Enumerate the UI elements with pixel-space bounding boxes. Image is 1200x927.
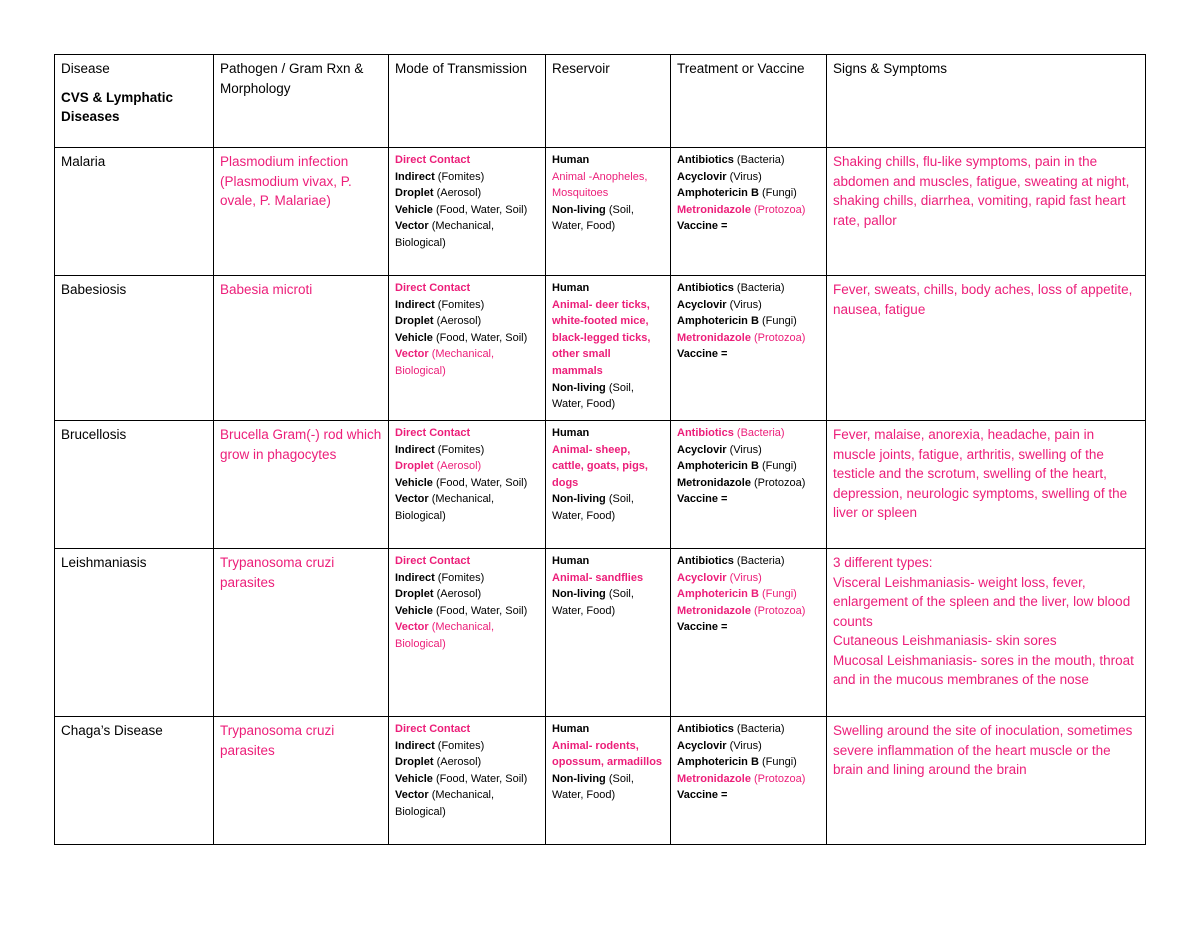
disease-cell: Babesiosis [55,276,214,421]
acyclovir: Acyclovir [677,298,727,311]
virus: (Virus) [729,571,762,584]
vehicle-detail: (Food, Water, Soil) [435,772,528,785]
amphotericin: Amphotericin B [677,588,759,601]
pathogen-cell: Trypanosoma cruzi parasites [214,717,389,845]
metronidazole: Metronidazole [677,203,751,216]
vaccine: Vaccine = [677,621,728,634]
header-disease-group: CVS & Lymphatic Diseases [61,89,174,124]
vaccine: Vaccine = [677,348,728,361]
indirect: Indirect [395,170,435,183]
reservoir-cell [546,148,671,276]
droplet: Droplet [395,187,434,200]
vector-detail: (Mechanical, Biological) [395,493,495,522]
droplet: Droplet [395,315,434,328]
animal: Animal [552,170,586,183]
fungi: (Fungi) [761,187,797,200]
mode-cell [389,549,546,717]
signs-cell: Shaking chills, flu-like symptoms, pain in the abdomen and muscles, fatigue, sweating at night, shaking chills, diarrhea, vomiting, rapid fast heart rate, pallor [827,148,1146,276]
direct-contact: Direct Contact [395,154,471,166]
amphotericin: Amphotericin B [677,187,759,200]
animal-detail: - sandflies [588,571,644,584]
human: Human [552,427,590,439]
header-disease [55,55,214,148]
metronidazole: Metronidazole [677,331,751,344]
non-living: Non-living [552,493,606,506]
treatment-cell [671,148,827,276]
aerosol: (Aerosol) [436,315,482,328]
metronidazole: Metronidazole [677,476,751,489]
vaccine: Vaccine = [677,220,728,233]
aerosol: (Aerosol) [436,588,482,601]
animal: Animal [552,571,589,584]
virus: (Virus) [729,170,762,183]
reservoir-cell [546,276,671,421]
antibiotics: Antibiotics [677,154,734,166]
vehicle-detail: (Food, Water, Soil) [435,476,528,489]
non-living: Non-living [552,772,606,785]
direct-contact: Direct Contact [395,282,471,294]
vector-detail: (Mechanical, Biological) [395,621,495,650]
direct-contact: Direct Contact [395,555,471,567]
animal: Animal [552,739,589,752]
bacteria: (Bacteria) [736,723,785,735]
pathogen-cell: Brucella Gram(-) rod which grow in phagocytes [214,421,389,549]
droplet: Droplet [395,460,434,473]
table-row [55,421,1146,549]
indirect: Indirect [395,571,435,584]
vehicle: Vehicle [395,476,433,489]
mode-cell [389,148,546,276]
metronidazole: Metronidazole [677,604,751,617]
animal: Animal [552,298,589,311]
header-row [55,55,1146,148]
vector-detail: (Mechanical, Biological) [395,220,495,249]
header-reservoir: Reservoir [546,55,671,148]
non-living: Non-living [552,203,606,216]
reservoir-cell [546,549,671,717]
mode-cell [389,717,546,845]
protozoa: (Protozoa) [754,331,806,344]
fungi: (Fungi) [761,588,797,601]
vector: Vector [395,493,429,506]
human: Human [552,154,590,166]
fungi: (Fungi) [761,460,797,473]
direct-contact: Direct Contact [395,723,471,735]
vector: Vector [395,621,429,634]
signs-cell: Fever, sweats, chills, body aches, loss of appetite, nausea, fatigue [827,276,1146,421]
header-signs: Signs & Symptoms [827,55,1146,148]
non-living-detail: (Soil, Water, Food) [552,493,634,522]
non-living-detail: (Soil, Water, Food) [552,203,634,233]
non-living-detail: (Soil, Water, Food) [552,772,634,802]
indirect: Indirect [395,443,435,456]
fomites: (Fomites) [437,571,485,584]
signs-cell [827,549,1146,717]
antibiotics: Antibiotics [677,555,734,567]
droplet: Droplet [395,756,434,769]
treatment-cell [671,549,827,717]
human: Human [552,555,590,567]
animal-detail: -Anopheles, Mosquitoes [552,170,648,200]
mode-cell [389,421,546,549]
treatment-cell [671,421,827,549]
acyclovir: Acyclovir [677,571,727,584]
vaccine: Vaccine = [677,789,728,802]
disease-table [54,54,1146,845]
signs-line: Visceral Leishmaniasis- weight loss, fever, enlargement of the spleen and the liver, low blood counts [833,574,1131,629]
virus: (Virus) [729,298,762,311]
table-row [55,717,1146,845]
non-living-detail: (Soil, Water, Food) [552,381,634,411]
antibiotics: Antibiotics [677,723,734,735]
signs-line: Cutaneous Leishmaniasis- skin sores [833,633,1057,648]
non-living: Non-living [552,381,606,394]
antibiotics: Antibiotics [677,427,734,439]
treatment-cell [671,276,827,421]
reservoir-cell [546,717,671,845]
vehicle-detail: (Food, Water, Soil) [435,203,528,216]
mode-cell [389,276,546,421]
disease-cell: Malaria [55,148,214,276]
non-living-detail: (Soil, Water, Food) [552,588,634,617]
protozoa: (Protozoa) [754,476,806,489]
vector-detail: (Mechanical, Biological) [395,348,495,377]
indirect: Indirect [395,739,435,752]
aerosol: (Aerosol) [436,756,482,769]
pathogen-cell: Babesia microti [214,276,389,421]
fungi: (Fungi) [761,315,797,328]
table-row [55,276,1146,421]
fomites: (Fomites) [437,443,485,456]
signs-cell: Swelling around the site of inoculation, sometimes severe inflammation of the heart muscle or the brain and lining around the brain [827,717,1146,845]
vaccine: Vaccine = [677,493,728,506]
signs-line: Mucosal Leishmaniasis- sores in the mouth, throat and in the mucous membranes of the nose [833,652,1134,687]
protozoa: (Protozoa) [754,203,806,216]
animal-detail: - deer ticks, white-footed mice, black-legged ticks, other small mammals [552,298,651,377]
aerosol: (Aerosol) [436,187,482,200]
vehicle: Vehicle [395,203,433,216]
fomites: (Fomites) [437,298,485,311]
metronidazole: Metronidazole [677,772,751,785]
droplet: Droplet [395,588,434,601]
vector: Vector [395,348,429,361]
vehicle: Vehicle [395,772,433,785]
header-treatment: Treatment or Vaccine [671,55,827,148]
disease-cell: Brucellosis [55,421,214,549]
animal-detail: - sheep, cattle, goats, pigs, dogs [552,443,648,489]
indirect: Indirect [395,298,435,311]
acyclovir: Acyclovir [677,170,727,183]
pathogen-cell: Plasmodium infection (Plasmodium vivax, P. ovale, P. Malariae) [214,148,389,276]
vehicle-detail: (Food, Water, Soil) [435,604,528,617]
acyclovir: Acyclovir [677,739,727,752]
bacteria: (Bacteria) [736,555,785,567]
vector: Vector [395,220,429,233]
amphotericin: Amphotericin B [677,460,759,473]
vehicle: Vehicle [395,604,433,617]
fungi: (Fungi) [761,756,797,769]
signs-cell: Fever, malaise, anorexia, headache, pain in muscle joints, fatigue, arthritis, swelling of the testicle and the scrotum, swelling of the heart, depression, neurologic symptoms, swelling of the liver or spleen [827,421,1146,549]
disease-cell: Chaga’s Disease [55,717,214,845]
virus: (Virus) [729,443,762,456]
virus: (Virus) [729,739,762,752]
amphotericin: Amphotericin B [677,756,759,769]
aerosol: (Aerosol) [436,460,482,473]
header-disease-label: Disease [61,61,110,76]
bacteria: (Bacteria) [736,154,785,166]
amphotericin: Amphotericin B [677,315,759,328]
protozoa: (Protozoa) [754,772,806,785]
antibiotics: Antibiotics [677,282,734,294]
reservoir-cell [546,421,671,549]
treatment-cell [671,717,827,845]
disease-cell: Leishmaniasis [55,549,214,717]
fomites: (Fomites) [437,170,485,183]
bacteria: (Bacteria) [736,427,785,439]
table-row [55,148,1146,276]
vector: Vector [395,789,429,802]
non-living: Non-living [552,588,606,601]
header-mode: Mode of Transmission [389,55,546,148]
protozoa: (Protozoa) [754,604,806,617]
table-row [55,549,1146,717]
vector-detail: (Mechanical, Biological) [395,789,495,818]
pathogen-cell: Trypanosoma cruzi parasites [214,549,389,717]
human: Human [552,282,590,294]
direct-contact: Direct Contact [395,427,471,439]
animal-detail: - rodents, opossum, armadillos [552,739,663,769]
signs-line: 3 different types: [833,555,933,570]
vehicle: Vehicle [395,331,433,344]
vehicle-detail: (Food, Water, Soil) [435,331,528,344]
acyclovir: Acyclovir [677,443,727,456]
fomites: (Fomites) [437,739,485,752]
human: Human [552,723,590,735]
bacteria: (Bacteria) [736,282,785,294]
animal: Animal [552,443,589,456]
header-pathogen: Pathogen / Gram Rxn & Morphology [214,55,389,148]
